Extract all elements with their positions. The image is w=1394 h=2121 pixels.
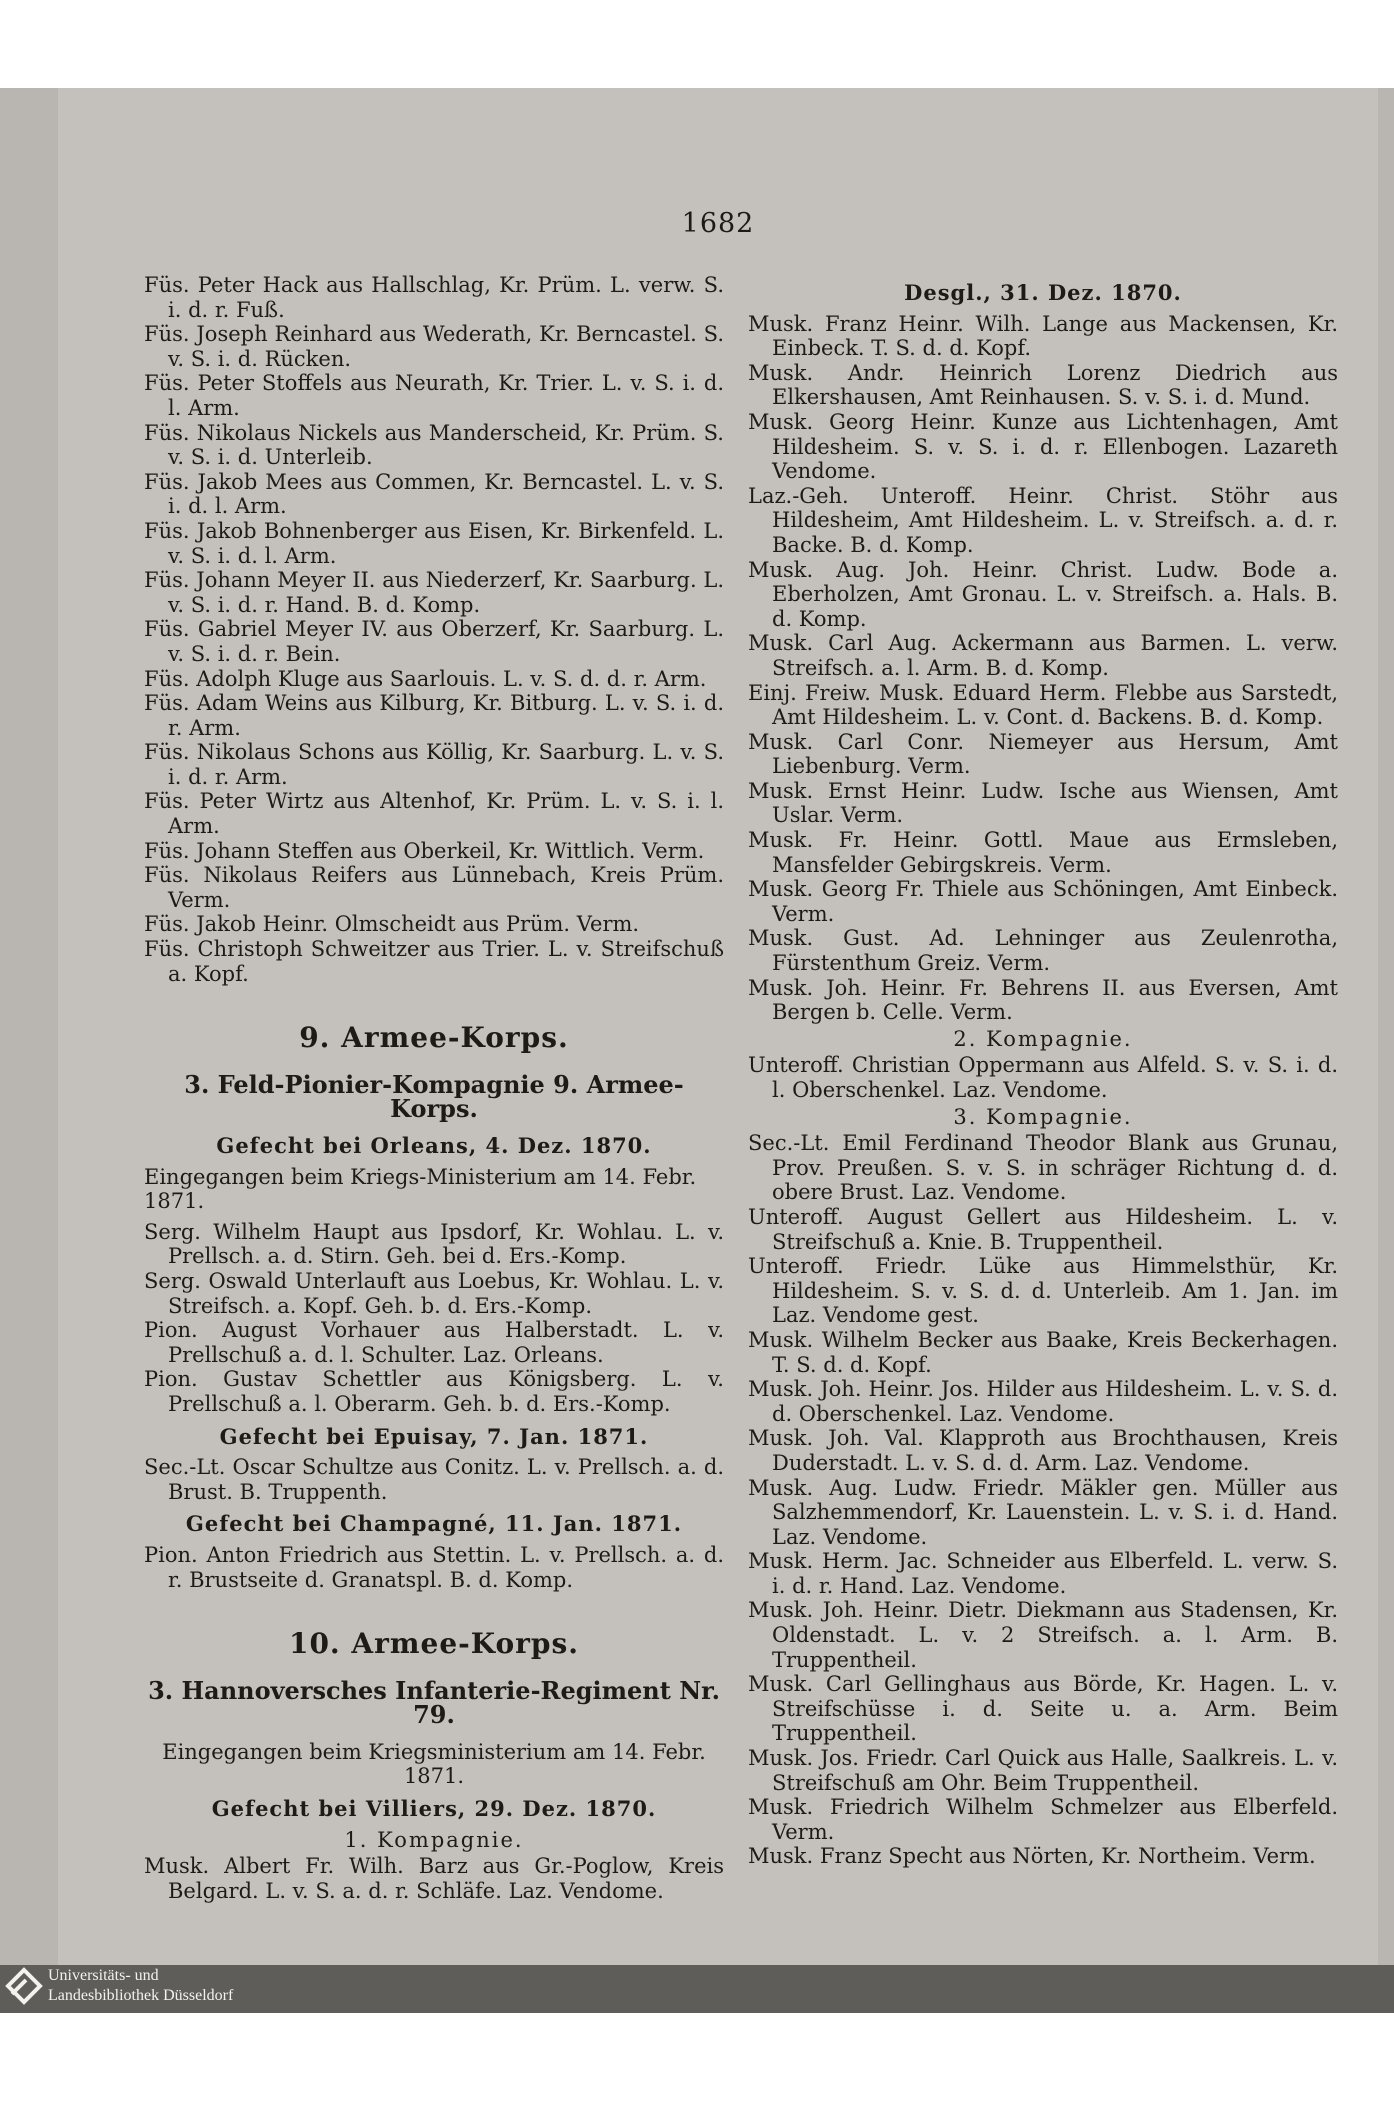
list-item: Musk. Fr. Heinr. Gottl. Maue aus Ermsleben, Mansfelder Gebirgskreis. Verm. bbox=[748, 828, 1338, 877]
left-column bbox=[144, 273, 724, 1903]
list-item: Musk. Franz Specht aus Nörten, Kr. Northeim. Verm. bbox=[748, 1844, 1316, 1869]
list-item: Füs. Johann Steffen aus Oberkeil, Kr. Wittlich. Verm. bbox=[144, 838, 705, 863]
list-item: Musk. Carl Gellinghaus aus Börde, Kr. Hagen. L. v. Streifschüsse i. d. Seite u. a. Arm. Beim Truppentheil. bbox=[748, 1672, 1338, 1746]
company-heading: 1. Kompagnie. bbox=[344, 1827, 524, 1852]
list-item: Musk. Georg Fr. Thiele aus Schöningen, Amt Einbeck. Verm. bbox=[748, 877, 1338, 926]
list-item: Musk. Joh. Heinr. Dietr. Diekmann aus Stadensen, Kr. Oldenstadt. L. v. 2 Streifsch. a. l. Arm. B. Truppentheil. bbox=[748, 1598, 1338, 1672]
list-item: Füs. Johann Meyer II. aus Niederzerf, Kr. Saarburg. L. v. S. i. d. r. Hand. B. d. Komp. bbox=[144, 568, 724, 617]
library-name-line2: Landesbibliothek Düsseldorf bbox=[48, 1987, 234, 2004]
list-item: Füs. Christoph Schweitzer aus Trier. L. v. Streifschuß a. Kopf. bbox=[144, 937, 724, 986]
list-item: Musk. Jos. Friedr. Carl Quick aus Halle, Saalkreis. L. v. Streifschuß am Ohr. Beim Truppentheil. bbox=[748, 1746, 1338, 1795]
list-item: Musk. Carl Conr. Niemeyer aus Hersum, Amt Liebenburg. Verm. bbox=[748, 729, 1338, 779]
list-item: Musk. Georg Heinr. Kunze aus Lichtenhagen, Amt Hildesheim. S. v. S. i. d. r. Ellenbogen. Lazareth Vendome. bbox=[748, 409, 1338, 484]
list-item: Musk. Ernst Heinr. Ludw. Ische aus Wiensen, Amt Uslar. Verm. bbox=[748, 778, 1338, 828]
list-item: Musk. Albert Fr. Wilh. Barz aus Gr.-Poglow, Kreis Belgard. L. v. S. a. d. r. Schläfe. Laz. Vendome. bbox=[144, 1854, 724, 1903]
library-logo-icon bbox=[4, 1966, 44, 2010]
list-item: Füs. Jakob Bohnenberger aus Eisen, Kr. Birkenfeld. L. v. S. i. d. l. Arm. bbox=[144, 518, 724, 568]
battle-heading: Desgl., 31. Dez. 1870. bbox=[904, 280, 1182, 305]
list-item: Füs. Nikolaus Schons aus Köllig, Kr. Saarburg. L. v. S. i. d. r. Arm. bbox=[144, 740, 724, 789]
list-item: Sec.-Lt. Emil Ferdinand Theodor Blank aus Grunau, Prov. Preußen. S. v. S. in schräger Richtung d. d. obere Brust. Laz. Vendome. bbox=[748, 1131, 1338, 1205]
received-note: Eingegangen beim Kriegsministerium am 14. Febr. 1871. bbox=[162, 1739, 706, 1789]
list-item: Musk. Franz Heinr. Wilh. Lange aus Mackensen, Kr. Einbeck. T. S. d. d. Kopf. bbox=[748, 311, 1338, 361]
list-item: Laz.-Geh. Unteroff. Heinr. Christ. Stöhr aus Hildesheim, Amt Hildesheim. L. v. Streifsch. a. d. r. Backe. B. d. Komp. bbox=[748, 483, 1338, 557]
library-name-line1: Universitäts- und bbox=[48, 1967, 159, 1984]
list-item: Musk. Joh. Heinr. Fr. Behrens II. aus Eversen, Amt Bergen b. Celle. Verm. bbox=[748, 975, 1338, 1025]
list-item: Musk. Andr. Heinrich Lorenz Diedrich aus Elkershausen, Amt Reinhausen. S. v. S. i. d. Mund. bbox=[748, 360, 1338, 410]
list-item: Unteroff. Christian Oppermann aus Alfeld. S. v. S. i. d. l. Oberschenkel. Laz. Vendome. bbox=[748, 1053, 1338, 1102]
battle-heading: Gefecht bei Epuisay, 7. Jan. 1871. bbox=[219, 1423, 649, 1449]
list-item: Füs. Nikolaus Nickels aus Manderscheid, Kr. Prüm. S. v. S. i. d. Unterleib. bbox=[144, 420, 724, 470]
company-heading: 3. Kompagnie. bbox=[953, 1104, 1133, 1129]
corps-heading: 10. Armee-Korps. bbox=[288, 1627, 580, 1661]
list-item: Serg. Oswald Unterlauft aus Loebus, Kr. Wohlau. L. v. Streifsch. a. Kopf. Geh. b. d. Ers.-Komp. bbox=[144, 1268, 724, 1318]
list-item: Musk. Gust. Ad. Lehninger aus Zeulenrotha, Fürstenthum Greiz. Verm. bbox=[748, 926, 1338, 976]
list-item: Füs. Peter Hack aus Hallschlag, Kr. Prüm. L. verw. S. i. d. r. Fuß. bbox=[144, 273, 724, 322]
scan-background bbox=[0, 88, 1394, 2013]
list-item: Serg. Wilhelm Haupt aus Ipsdorf, Kr. Wohlau. L. v. Prellsch. a. d. Stirn. Geh. bei d. Ers.-Komp. bbox=[144, 1219, 724, 1269]
list-item: Musk. Wilhelm Becker aus Baake, Kreis Beckerhagen. T. S. d. d. Kopf. bbox=[748, 1327, 1338, 1377]
page-number: 1682 bbox=[681, 208, 755, 239]
battle-heading: Gefecht bei Orleans, 4. Dez. 1870. bbox=[216, 1133, 652, 1158]
document-page bbox=[58, 88, 1378, 2013]
corps-heading: 9. Armee-Korps. bbox=[299, 1021, 569, 1055]
list-item: Musk. Joh. Val. Klapproth aus Brochthausen, Kreis Duderstadt. L. v. S. d. d. Arm. Laz. Vendome. bbox=[748, 1426, 1338, 1475]
list-item: Füs. Nikolaus Reifers aus Lünnebach, Kreis Prüm. Verm. bbox=[144, 863, 724, 912]
list-item: Pion. Anton Friedrich aus Stettin. L. v. Prellsch. a. d. r. Brustseite d. Granatspl. B. d. Komp. bbox=[144, 1542, 724, 1592]
list-item: Unteroff. August Gellert aus Hildesheim. L. v. Streifschuß a. Knie. B. Truppentheil. bbox=[748, 1204, 1338, 1254]
battle-heading: Gefecht bei Champagné, 11. Jan. 1871. bbox=[185, 1511, 683, 1537]
list-item: Musk. Joh. Heinr. Jos. Hilder aus Hildesheim. L. v. S. d. d. Oberschenkel. Laz. Vendome. bbox=[748, 1377, 1338, 1426]
list-item: Füs. Jakob Heinr. Olmscheidt aus Prüm. Verm. bbox=[144, 912, 640, 937]
list-item: Füs. Adolph Kluge aus Saarlouis. L. v. S. d. d. r. Arm. bbox=[144, 666, 707, 691]
list-item: Sec.-Lt. Oscar Schultze aus Conitz. L. v. Prellsch. a. d. Brust. B. Truppenth. bbox=[144, 1455, 724, 1504]
list-item: Füs. Peter Stoffels aus Neurath, Kr. Trier. L. v. S. i. d. l. Arm. bbox=[144, 371, 724, 420]
battle-heading: Gefecht bei Villiers, 29. Dez. 1870. bbox=[211, 1796, 657, 1822]
list-item: Musk. Carl Aug. Ackermann aus Barmen. L. verw. Streifsch. a. l. Arm. B. d. Komp. bbox=[748, 631, 1338, 680]
list-item: Unteroff. Friedr. Lüke aus Himmelsthür, Kr. Hildesheim. S. v. S. d. d. Unterleib. Am 1. Jan. im Laz. Vendome gest. bbox=[748, 1254, 1338, 1328]
list-item: Füs. Peter Wirtz aus Altenhof, Kr. Prüm. L. v. S. i. l. Arm. bbox=[144, 789, 724, 839]
list-item: Füs. Adam Weins aus Kilburg, Kr. Bitburg. L. v. S. i. d. r. Arm. bbox=[144, 691, 724, 740]
list-item: Füs. Gabriel Meyer IV. aus Oberzerf, Kr. Saarburg. L. v. S. i. d. r. Bein. bbox=[144, 617, 724, 666]
list-item: Füs. Joseph Reinhard aus Wederath, Kr. Berncastel. S. v. S. i. d. Rücken. bbox=[144, 322, 724, 371]
list-item: Musk. Herm. Jac. Schneider aus Elberfeld. L. verw. S. i. d. r. Hand. Laz. Vendome. bbox=[748, 1549, 1338, 1598]
list-item: Pion. Gustav Schettler aus Königsberg. L. v. Prellschuß a. l. Oberarm. Geh. b. d. Ers.-Komp. bbox=[144, 1367, 724, 1416]
list-item: Füs. Jakob Mees aus Commen, Kr. Berncastel. L. v. S. i. d. l. Arm. bbox=[144, 469, 724, 519]
right-column bbox=[748, 273, 1338, 1869]
unit-heading: 3. Hannoversches Infanterie-Regiment Nr. 79. bbox=[148, 1675, 720, 1730]
library-credit bbox=[48, 1966, 233, 2006]
unit-heading: 3. Feld-Pionier-Kompagnie 9. Armee-Korps. bbox=[184, 1069, 684, 1124]
list-item: Einj. Freiw. Musk. Eduard Herm. Flebbe aus Sarstedt, Amt Hildesheim. L. v. Cont. d. Backens. B. d. Komp. bbox=[748, 680, 1338, 730]
company-heading: 2. Kompagnie. bbox=[953, 1026, 1133, 1051]
list-item: Musk. Aug. Joh. Heinr. Christ. Ludw. Bode a. Eberholzen, Amt Gronau. L. v. Streifsch. a. Hals. B. d. Komp. bbox=[748, 557, 1338, 631]
received-note: Eingegangen beim Kriegs-Ministerium am 14. Febr. 1871. bbox=[144, 1164, 697, 1214]
list-item: Musk. Friedrich Wilhelm Schmelzer aus Elberfeld. Verm. bbox=[748, 1795, 1338, 1844]
list-item: Pion. August Vorhauer aus Halberstadt. L. v. Prellschuß a. d. l. Schulter. Laz. Orleans. bbox=[144, 1318, 724, 1367]
list-item: Musk. Aug. Ludw. Friedr. Mäkler gen. Müller aus Salzhemmendorf, Kr. Lauenstein. L. v. S. i. d. Hand. Laz. Vendome. bbox=[748, 1475, 1338, 1549]
